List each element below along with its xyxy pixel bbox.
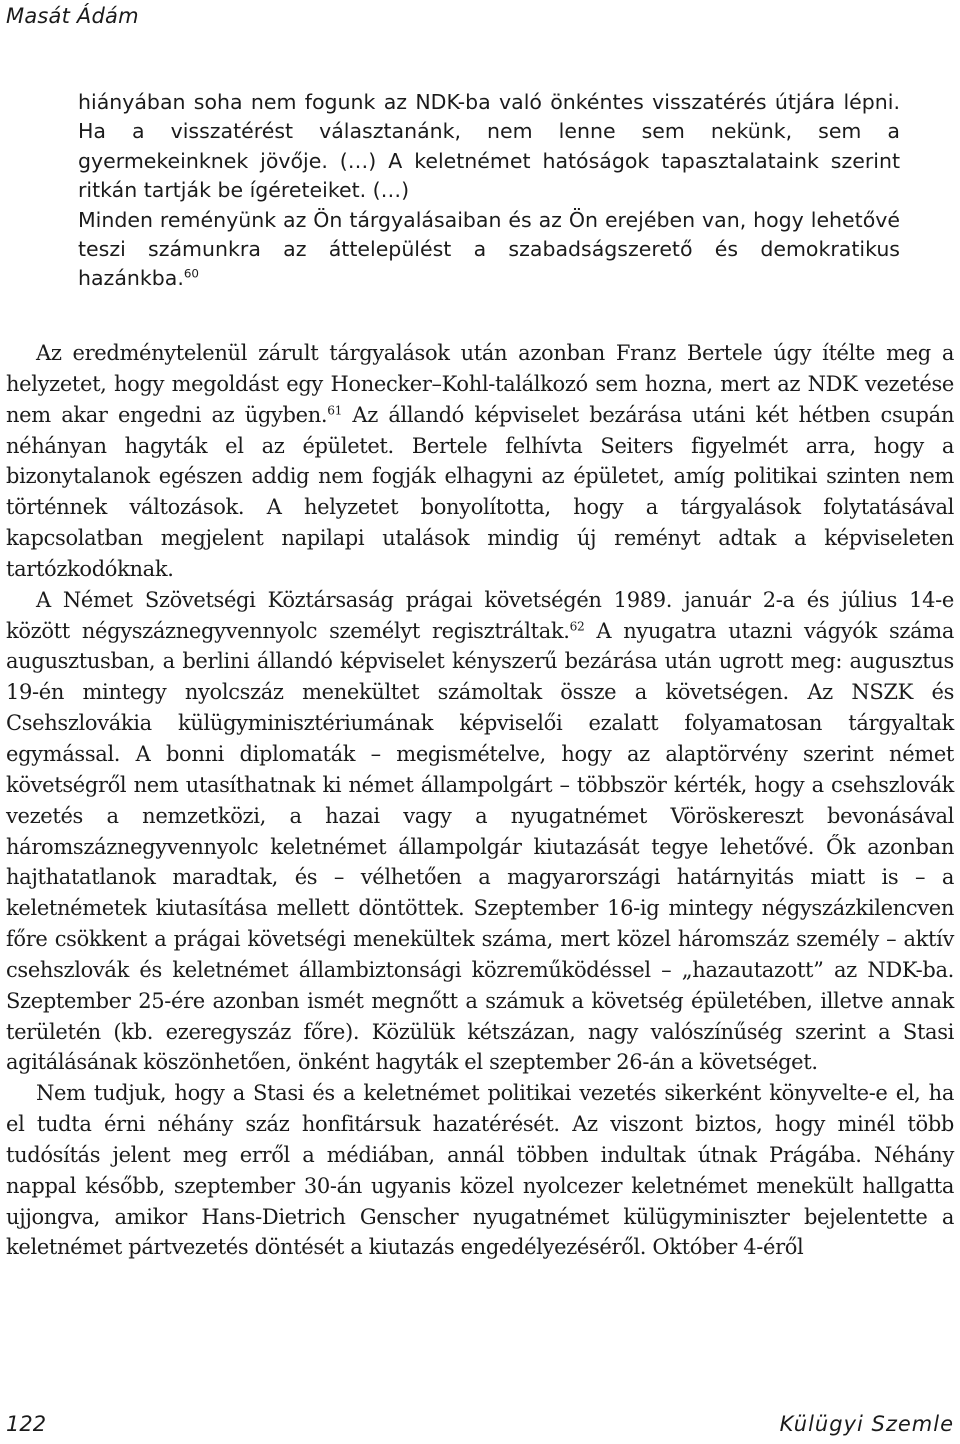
journal-title: Külügyi Szemle	[779, 1412, 954, 1436]
quote-paragraph-1	[78, 88, 900, 206]
body-text-1b: Az állandó képviselet bezárása utáni két hétben csupán néhányan hagyták el az épületet. Bertele felhívta Seiters figyelmét arra, hogy a bizonytalanok egészen addig nem fogják elhagyni az épületet, amíg politikai szinten nem történnek változások. A helyzetet bonyolította, hogy a tárgyalások folytatásával kapcsolatban megjelent napilapi utalások mindig új reményt adtak a képviseleten tartózkodóknak.	[6, 402, 954, 581]
body-paragraph-2	[6, 585, 954, 1079]
quote-text-2: Minden reményünk az Ön tárgyalásaiban és az Ön erejében van, hogy lehetővé teszi számunkra az áttelepülést a szabadságszerető és demokratikus hazánkba.	[78, 207, 900, 291]
block-quote	[78, 88, 900, 294]
body-text-1a: Az eredménytelenül zárult tárgyalások után azonban Franz Bertele úgy ítélte meg a helyzetet, hogy megoldást egy Honecker–Kohl-találkozó sem hozna, mert az NDK vezetése nem akar engedni az ügyben.	[6, 341, 954, 427]
page-number: 122	[6, 1412, 47, 1436]
footnote-ref-60[interactable]: 60	[183, 267, 199, 282]
running-head-author: Masát Ádám	[6, 4, 139, 28]
body-text	[6, 338, 954, 1263]
quote-paragraph-2	[78, 206, 900, 294]
footnote-ref-61[interactable]: 61	[327, 403, 343, 418]
body-paragraph-3	[6, 1078, 954, 1263]
quote-text-1: hiányában soha nem fogunk az NDK-ba való önkéntes visszatérés útjára lépni. Ha a visszatérést választanánk, nem lenne sem nekünk, sem a gyermekeinknek jövője. (…) A keletnémet hatóságok tapasztalataink szerint ritkán tartják be ígéreteiket. (…)	[78, 90, 900, 203]
body-text-2a: A Német Szövetségi Köztársaság prágai követségén 1989. január 2-a és július 14-e között négyszáznegyvennyolc személyt regisztráltak.	[6, 587, 954, 643]
body-text-3: Nem tudjuk, hogy a Stasi és a keletnémet politikai vezetés sikerként könyvelte-e el, ha el tudta érni néhány száz honfitársuk hazatérését. Az viszont biztos, hogy minél több tudósítás jelent meg erről a médiában, annál többen indultak útnak Prágába. Néhány nappal később, szeptember 30-án ugyanis közel nyolcezer keletnémet menekült hallgatta ujjongva, amikor Hans-Dietrich Genscher nyugatnémet külügyminiszter bejelentette a keletnémet pártvezetés döntését a kiutazás engedélyezéséről. Október 4-éről	[6, 1081, 954, 1260]
footnote-ref-62[interactable]: 62	[569, 619, 585, 634]
body-text-2b: A nyugatra utazni vágyók száma augusztusban, a berlini állandó képviselet kényszerű bezárása után ugrott meg: augusztus 19-én mintegy nyolcszáz menekültet számoltak össze a követségen. Az NSZK és Csehszlovákia külügyminisztériumának képviselői ezalatt folyamatosan tárgyaltak egymással. A bonni diplomaták – megismételve, hogy az alaptörvény szerint német követségről nem utasíthatnak ki német állampolgárt – többször kérték, hogy a csehszlovák vezetés a nemzetközi, a hazai vagy a nyugatnémet Vöröskereszt bevonásával háromszáznegyvennyolc keletnémet állampolgár kiutazását tegye lehetővé. Ők azonban hajthatatlanok maradtak, és – vélhetően a magyarországi határnyitás miatt is – a keletnémetek kiutasítása mellett döntöttek. Szeptember 16-ig mintegy négyszázkilencven főre csökkent a prágai követségi menekültek száma, mert közel háromszáz személy – aktív csehszlovák és keletnémet állambiztonsági közreműködéssel – „hazautazott” az NDK-ba. Szeptember 25-ére azonban ismét megnőtt a számuk a követség épületében, illetve annak területén (kb. ezeregyszáz főre). Közülük kétszázan, nagy valószínűség szerint a Stasi agitálásának köszönhetően, önként hagyták el szeptember 26-án a követséget.	[6, 618, 954, 1075]
body-paragraph-1	[6, 338, 954, 585]
